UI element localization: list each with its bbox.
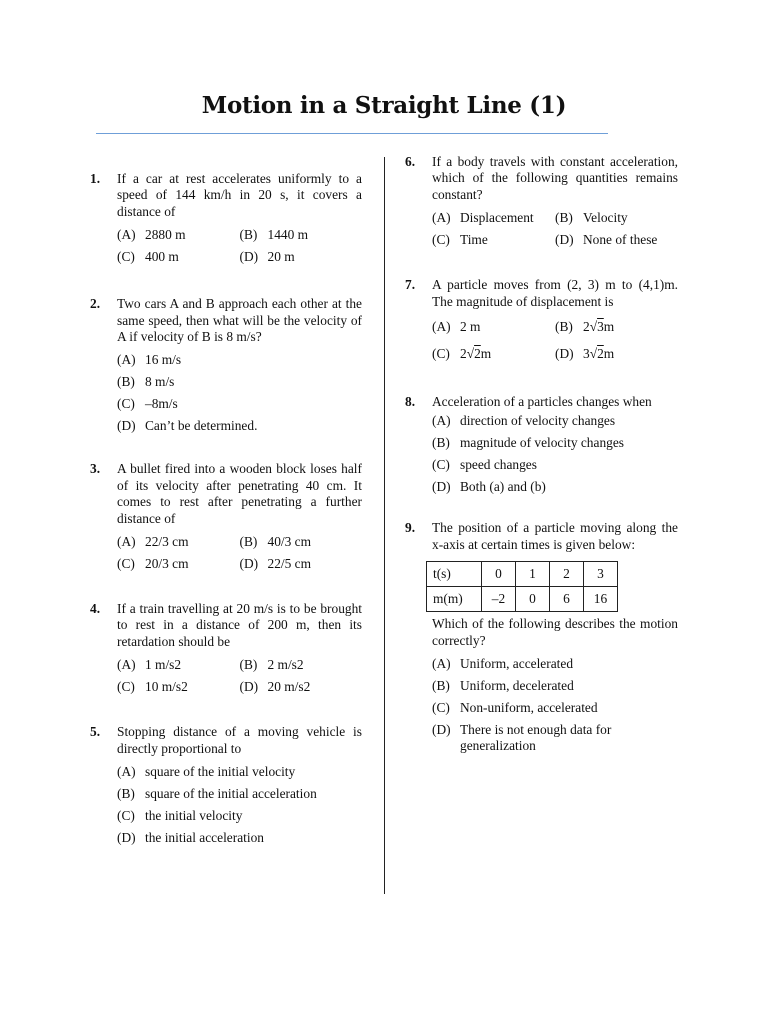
right-column	[405, 154, 678, 755]
question-number: 1.	[90, 171, 101, 186]
table-row	[427, 562, 618, 587]
option-c[interactable]: (C) Non-uniform, accelerated	[432, 700, 598, 716]
option-c[interactable]: (C) 20/3 cm	[117, 555, 189, 571]
option-b[interactable]: (B) Velocity	[555, 210, 628, 226]
left-column	[90, 171, 362, 849]
option-b[interactable]: (B) 1440 m	[239, 227, 309, 243]
question-number: 5.	[90, 724, 101, 740]
question-text: Two cars A and B approach each other at the same speed, then what will be the velocity of A if velocity of B is 8 m/s?	[117, 296, 362, 345]
title-underline	[96, 133, 608, 134]
option-c[interactable]: (C) Time	[432, 232, 488, 248]
page-title: Motion in a Straight Line (1)	[201, 92, 567, 119]
option-b[interactable]: (B) square of the initial acceleration	[117, 786, 317, 802]
column-divider	[384, 157, 385, 894]
table-row	[427, 587, 618, 612]
options	[117, 531, 362, 575]
options	[432, 207, 678, 251]
question-number: 7.	[405, 277, 416, 293]
options	[432, 653, 678, 755]
question-number: 8.	[405, 394, 416, 410]
option-d[interactable]: (D) None of these	[555, 232, 658, 248]
sqrt-symbol: √	[466, 346, 475, 362]
option-d[interactable]: (D) Both (a) and (b)	[432, 479, 546, 495]
options	[117, 761, 362, 849]
table-cell: 0	[516, 587, 550, 612]
option-b[interactable]: (B) 8 m/s	[117, 374, 175, 390]
options	[117, 349, 362, 437]
question-text: A particle moves from (2, 3) m to (4,1)m. The magnitude of displacement is	[432, 277, 678, 309]
question-9	[405, 520, 678, 754]
position-table	[426, 561, 618, 612]
question-text-continued: Which of the following describes the motion correctly?	[432, 616, 678, 648]
option-a[interactable]: (A) 16 m/s	[117, 352, 182, 368]
table-cell: 3	[584, 562, 618, 587]
option-a[interactable]: (A) Uniform, accelerated	[432, 656, 574, 672]
table-cell: 6	[550, 587, 584, 612]
question-text: If a body travels with constant acceleration, which of the following quantities remains constant?	[432, 154, 678, 202]
options	[117, 654, 362, 698]
table-header-cell: t(s)	[427, 562, 482, 587]
options	[432, 314, 678, 368]
table-header-cell: m(m)	[427, 587, 482, 612]
options	[117, 224, 362, 268]
sqrt-symbol: √	[589, 319, 598, 335]
question-text: If a car at rest accelerates uniformly to a speed of 144 km/h in 20 s, it covers a distance of	[117, 171, 362, 219]
option-b[interactable]: (B) 2 m/s2	[239, 657, 304, 673]
question-text: The position of a particle moving along the x-axis at certain times is given below:	[432, 520, 678, 552]
question-1	[90, 171, 362, 268]
option-d[interactable]: (D) the initial acceleration	[117, 830, 264, 846]
option-c[interactable]: (C) the initial velocity	[117, 808, 243, 824]
question-4	[90, 601, 362, 698]
option-b[interactable]: (B) magnitude of velocity changes	[432, 435, 624, 451]
question-number: 9.	[405, 520, 416, 536]
option-c[interactable]: (C) speed changes	[432, 457, 537, 473]
question-3	[90, 461, 362, 575]
table-cell: 1	[516, 562, 550, 587]
question-5	[90, 724, 362, 849]
option-b[interactable]: (B) 2√3m	[555, 319, 615, 335]
option-a[interactable]: (A) Displacement	[432, 210, 534, 226]
table-cell: –2	[482, 587, 516, 612]
question-8	[405, 394, 678, 498]
option-c[interactable]: (C) 2√2m	[432, 346, 492, 362]
question-text: A bullet fired into a wooden block loses half of its velocity after penetrating 40 cm. It comes to rest after penetrating a further distance of	[117, 461, 362, 526]
option-a[interactable]: (A) square of the initial velocity	[117, 764, 296, 780]
option-a[interactable]: (A) 22/3 cm	[117, 533, 189, 549]
option-b[interactable]: (B) 40/3 cm	[239, 533, 312, 549]
question-number: 2.	[90, 296, 101, 312]
option-c[interactable]: (C) 10 m/s2	[117, 679, 188, 695]
option-d[interactable]: (D) 3√2m	[555, 346, 615, 362]
option-d[interactable]: (D) Can’t be determined.	[117, 418, 258, 434]
question-7	[405, 277, 678, 368]
option-d[interactable]: (D) 20 m/s2	[239, 679, 311, 695]
table-cell: 2	[550, 562, 584, 587]
question-6	[405, 154, 678, 251]
question-number: 6.	[405, 154, 416, 169]
option-d[interactable]: (D) 22/5 cm	[239, 555, 312, 571]
table-cell: 0	[482, 562, 516, 587]
option-a[interactable]: (A) direction of velocity changes	[432, 413, 616, 429]
question-2	[90, 296, 362, 437]
option-b[interactable]: (B) Uniform, decelerated	[432, 678, 574, 694]
table-cell: 16	[584, 587, 618, 612]
option-d[interactable]: (D) 20 m	[239, 249, 295, 265]
sqrt-symbol: √	[589, 346, 598, 362]
question-number: 4.	[90, 601, 101, 617]
options	[432, 410, 678, 498]
option-c[interactable]: (C) 400 m	[117, 249, 179, 265]
question-text: Stopping distance of a moving vehicle is directly proportional to	[117, 724, 362, 756]
option-d[interactable]: (D) There is not enough data for generalization	[432, 722, 612, 754]
question-text: If a train travelling at 20 m/s is to be brought to rest in a distance of 200 m, then its retardation should be	[117, 601, 362, 649]
option-a[interactable]: (A) 2880 m	[117, 227, 186, 243]
question-text: Acceleration of a particles changes when	[432, 394, 652, 410]
option-a[interactable]: (A) 2 m	[432, 319, 481, 335]
option-c[interactable]: (C) –8m/s	[117, 396, 178, 412]
question-number: 3.	[90, 461, 101, 477]
option-a[interactable]: (A) 1 m/s2	[117, 657, 182, 673]
